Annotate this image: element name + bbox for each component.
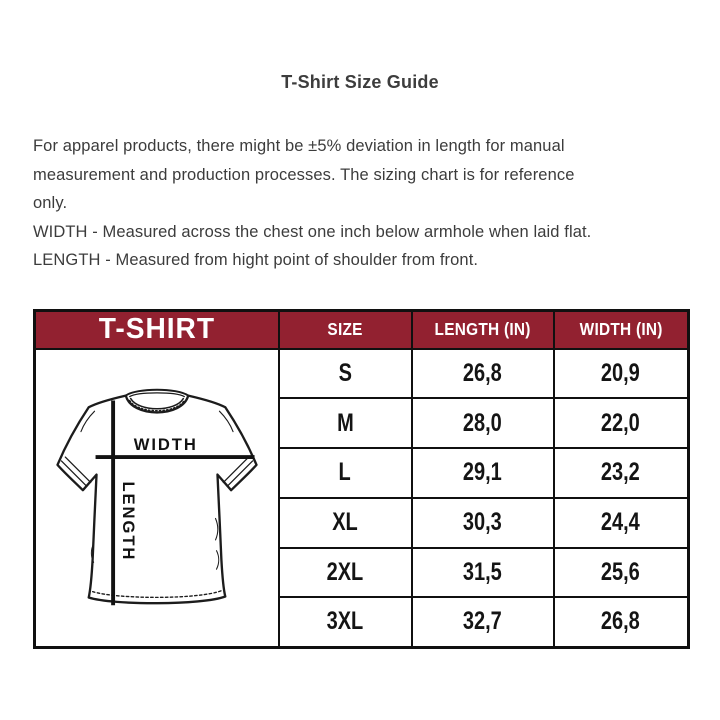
description-line: only.	[33, 194, 68, 213]
size-cell: XL	[279, 498, 412, 548]
width-label: WIDTH	[133, 434, 198, 454]
description-line-length-note: LENGTH - Measured from hight point of shoulder from front.	[33, 251, 479, 270]
size-cell: S	[279, 349, 412, 399]
description	[33, 132, 693, 275]
table-header-length: LENGTH (IN)	[412, 311, 554, 349]
size-cell: L	[279, 448, 412, 498]
width-cell: 20,9	[554, 349, 689, 399]
width-cell: 25,6	[554, 548, 689, 598]
length-cell: 30,3	[412, 498, 554, 548]
length-cell: 29,1	[412, 448, 554, 498]
size-cell: 3XL	[279, 597, 412, 647]
description-line-width-note: WIDTH - Measured across the chest one inch below armhole when laid flat.	[33, 222, 592, 241]
description-line: For apparel products, there might be ±5% deviation in length for manual	[33, 137, 565, 155]
tshirt-outline	[57, 395, 256, 603]
length-cell: 26,8	[412, 349, 554, 399]
table-header-width: WIDTH (IN)	[554, 311, 689, 349]
size-cell: M	[279, 398, 412, 448]
page-title: T-Shirt Size Guide	[281, 72, 439, 92]
tshirt-diagram-cell	[35, 349, 279, 648]
table-header-product	[35, 311, 279, 349]
table-row	[35, 349, 689, 399]
width-cell: 26,8	[554, 597, 689, 647]
width-cell: 22,0	[554, 398, 689, 448]
length-cell: 31,5	[412, 548, 554, 598]
size-cell: 2XL	[279, 548, 412, 598]
description-line: measurement and production processes. The sizing chart is for reference	[33, 165, 575, 184]
length-cell: 28,0	[412, 398, 554, 448]
tshirt-diagram	[38, 350, 276, 646]
width-cell: 24,4	[554, 498, 689, 548]
size-table	[33, 309, 690, 649]
table-header-row	[35, 311, 689, 349]
product-label: T-SHIRT	[98, 313, 215, 346]
width-cell: 23,2	[554, 448, 689, 498]
length-label: LENGTH	[118, 480, 138, 561]
length-cell: 32,7	[412, 597, 554, 647]
table-header-size: SIZE	[279, 311, 412, 349]
